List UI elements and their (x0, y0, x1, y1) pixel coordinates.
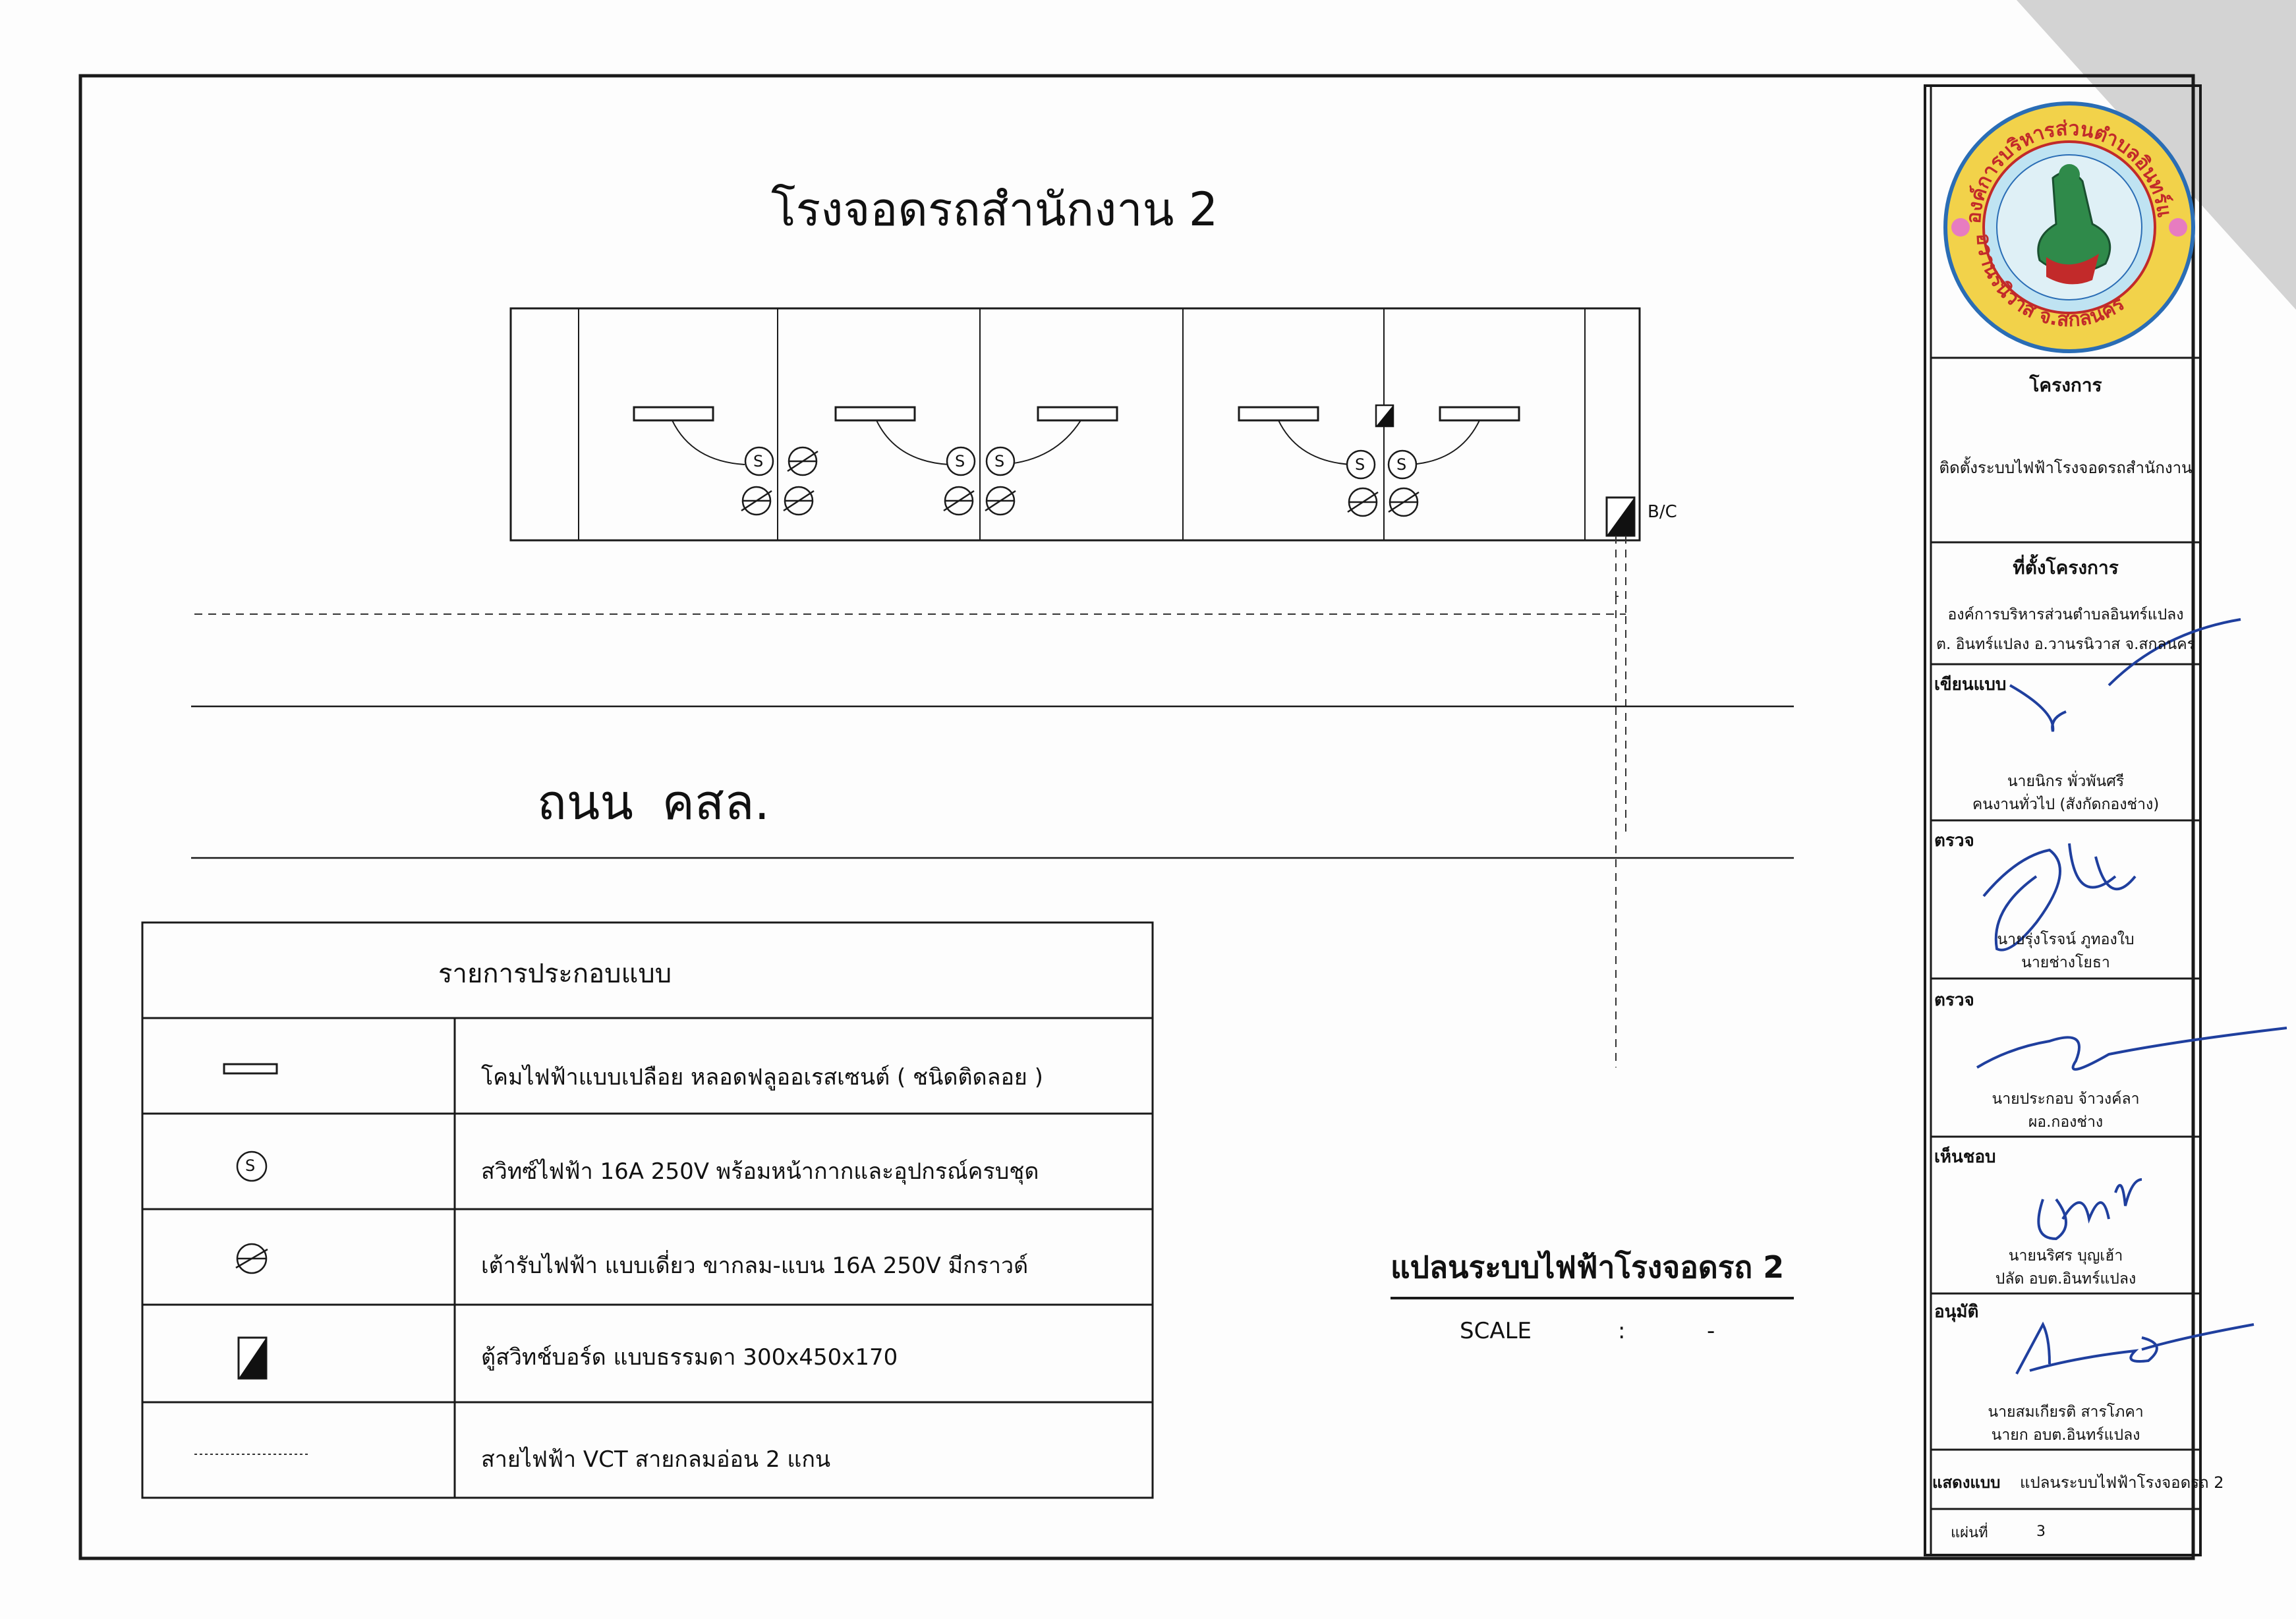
location-line2: ต. อินทร์แปลง อ.วานรนิวาส จ.สกลนคร (1936, 636, 2195, 653)
checker1-name: นายรุ่งโรจน์ ภูทองใบ (1997, 931, 2135, 948)
switch-glyph-2: S (955, 452, 965, 470)
receptacle-3 (784, 487, 814, 515)
legend-title: รายการประกอบแบบ (438, 959, 672, 989)
show-label: แสดงแบบ (1932, 1473, 2001, 1492)
lamp-5 (1440, 407, 1519, 420)
scale-separator: : (1618, 1318, 1626, 1344)
scale-label: SCALE (1460, 1318, 1532, 1344)
switch-glyph-3: S (994, 452, 1005, 470)
receptacle-5 (985, 487, 1016, 515)
switches (745, 447, 1416, 478)
plan-title: แปลนระบบไฟฟ้าโรงจอดรถ 2 (1391, 1249, 1785, 1285)
legend-cable-desc: สายไฟฟ้า VCT สายกลมอ่อน 2 แกน (481, 1446, 831, 1473)
lamp-2 (836, 407, 915, 420)
lamp-1 (634, 407, 713, 420)
agree-name: นายนริศร บุญเฮ้า (2008, 1247, 2123, 1264)
sheet-label: แผ่นที่ (1951, 1525, 1988, 1541)
drawing-title: โรงจอดรถสำนักงาน 2 (771, 183, 1219, 237)
switch-glyph-4: S (1355, 455, 1365, 474)
designer-label: เขียนแบบ (1934, 675, 2007, 695)
vct-cable-route (194, 536, 1626, 1067)
seal-top-text: องค์การบริหารส่วนตำบลอินทร์แ (1962, 117, 2176, 225)
checker2-title: ผอ.กองช่าง (2028, 1114, 2104, 1131)
location-line1: องค์การบริหารส่วนตำบลอินทร์แปลง (1947, 606, 2184, 623)
receptacle-7 (1389, 488, 1419, 516)
approve-label: อนุมัติ (1934, 1302, 1979, 1322)
lamp-4 (1239, 407, 1318, 420)
seal-bottom-text: อวานรนิวาส จ.สกลนคร (1971, 233, 2129, 332)
legend-lamp-desc: โคมไฟฟ้าแบบเปลือย หลอดฟลูออเรสเซนต์ ( ชนิดติดลอย ) (481, 1064, 1043, 1091)
agree-label: เห็นชอบ (1934, 1147, 1996, 1167)
designer-name: นายนิกร พั่วพันศรี (2007, 773, 2125, 790)
switch-glyph-1: S (753, 452, 764, 470)
legend-switch-glyph: S (245, 1156, 256, 1175)
lamp-3 (1038, 407, 1117, 420)
organization-seal (1941, 92, 2198, 356)
checker1-label: ตรวจ (1934, 831, 1974, 851)
approve-title: นายก อบต.อินทร์แปลง (1991, 1427, 2140, 1444)
seal-text (1941, 92, 2198, 356)
legend-switch-desc: สวิทซ์ไฟฟ้า 16A 250V พร้อมหน้ากากและอุปกรณ์ครบชุด (481, 1158, 1039, 1185)
checker2-label: ตรวจ (1934, 990, 1974, 1010)
agree-title: ปลัด อบต.อินทร์แปลง (1995, 1270, 2137, 1288)
legend-receptacle-symbol (236, 1244, 268, 1273)
road-label: ถนน คสล. (537, 774, 770, 831)
receptacle-1 (788, 447, 818, 475)
receptacle-4 (944, 487, 974, 515)
sheet-border (80, 76, 2193, 1558)
location-label: ที่ตั้งโครงการ (2013, 557, 2119, 579)
scale-value: - (1707, 1318, 1715, 1344)
switch-glyph-5: S (1396, 455, 1407, 474)
sheet-number: 3 (2036, 1523, 2046, 1540)
legend-switchboard-symbol (239, 1338, 266, 1378)
show-value: แปลนระบบไฟฟ้าโรงจอดรถ 2 (2020, 1473, 2224, 1492)
garage-plan (511, 308, 1640, 540)
receptacle-2 (741, 487, 772, 515)
designer-title: คนงานทั่วไป (สังกัดกองช่าง) (1972, 796, 2160, 813)
legend-receptacle-desc: เต้ารับไฟฟ้า แบบเดี่ยว ขากลม-แบน 16A 250V มีกราวด์ (481, 1253, 1029, 1279)
project-name: ติดตั้งระบบไฟฟ้าโรงจอดรถสำนักงาน (1939, 459, 2193, 477)
switchboard-tag: B/C (1648, 502, 1677, 522)
legend-switchboard-desc: ตู้สวิทช์บอร์ด แบบธรรมดา 300x450x170 (481, 1344, 898, 1371)
receptacle-6 (1348, 488, 1378, 516)
approve-name: นายสมเกียรติ สารโภคา (1988, 1404, 2144, 1421)
checker1-title: นายช่างโยธา (2021, 954, 2110, 971)
checker2-name: นายประกอบ จ้าวงค์ลา (1992, 1091, 2140, 1108)
legend-table (142, 923, 1153, 1498)
project-label: โครงการ (2029, 374, 2102, 396)
legend-lamp-symbol (224, 1064, 277, 1073)
